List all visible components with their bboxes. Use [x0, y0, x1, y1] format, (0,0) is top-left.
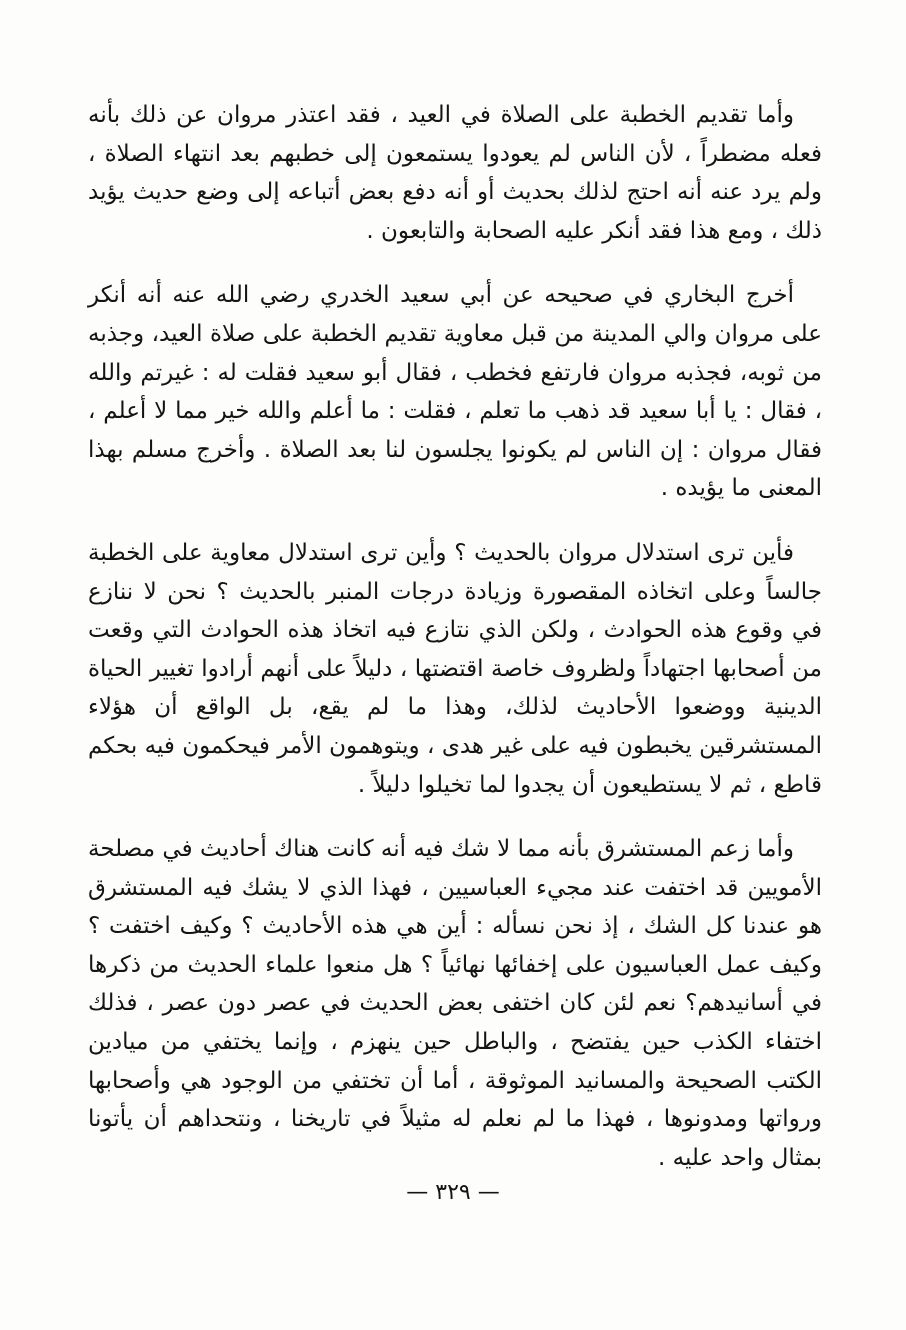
paragraph-1: وأما تقديم الخطبة على الصلاة في العيد ، فقد اعتذر مروان عن ذلك بأنه فعله مضطراً ، لأن الناس لم يعودوا يستمعون إلى خطبهم بعد انتهاء الصلاة ، ولم يرد عنه أنه احتج لذلك بحديث أو أنه دفع بعض أتباعه إلى وضع حديث يؤيد ذلك ، ومع هذا فقد أنكر عليه الصحابة والتابعون .: [88, 102, 822, 244]
page-number: — ٣٢٩ —: [406, 1180, 500, 1205]
page-body: [88, 96, 822, 1177]
paragraph-4: وأما زعم المستشرق بأنه مما لا شك فيه أنه كانت هناك أحاديث في مصلحة الأمويين قد اختفت عند مجيء العباسيين ، فهذا الذي لا يشك فيه المستشرق هو عندنا كل الشك ، إذ نحن نسأله : أين هي هذه الأحاديث ؟ وكيف اختفت ؟ وكيف عمل العباسيون على إخفائها نهائياً ؟ هل منعوا علماء الحديث من ذكرها في أسانيدهم؟ نعم لئن كان اختفى بعض الحديث في عصر دون عصر ، فذلك اختفاء الكذب حين يفتضح ، والباطل حين ينهزم ، وإنما يختفي من ميادين الكتب الصحيحة والمسانيد الموثوقة ، أما أن تختفي من الوجود هي وأصحابها ورواتها ومدونوها ، فهذا ما لم نعلم له مثيلاً في تاريخنا ، ونتحداهم أن يأتونا بمثال واحد عليه .: [88, 836, 822, 1171]
paragraph-2: أخرج البخاري في صحيحه عن أبي سعيد الخدري رضي الله عنه أنه أنكر على مروان والي المدينة من قبل معاوية تقديم الخطبة على صلاة العيد، وجذبه من ثوبه، فجذبه مروان فارتفع فخطب ، فقال أبو سعيد فقلت له : غيرتم والله ، فقال : يا أبا سعيد قد ذهب ما تعلم ، فقلت : ما أعلم والله خير مما لا أعلم ، فقال مروان : إن الناس لم يكونوا يجلسون لنا بعد الصلاة . وأخرج مسلم بهذا المعنى ما يؤيده .: [88, 282, 822, 502]
paragraph-3: فأين ترى استدلال مروان بالحديث ؟ وأين ترى استدلال معاوية على الخطبة جالساً وعلى اتخاذه المقصورة وزيادة درجات المنبر بالحديث ؟ نحن لا ننازع في وقوع هذه الحوادث ، ولكن الذي نتازع فيه اتخاذ هذه الحوادث التي وقعت من أصحابها اجتهاداً ولظروف خاصة اقتضتها ، دليلاً على أنهم أرادوا تغيير الحياة الدينية ووضعوا الأحاديث لذلك، وهذا ما لم يقع، بل الواقع أن هؤلاء المستشرقين يخبطون فيه على غير هدى ، ويتوهمون الأمر فيحكمون فيه بحكم قاطع ، ثم لا يستطيعون أن يجدوا لما تخيلوا دليلاً .: [88, 539, 822, 798]
